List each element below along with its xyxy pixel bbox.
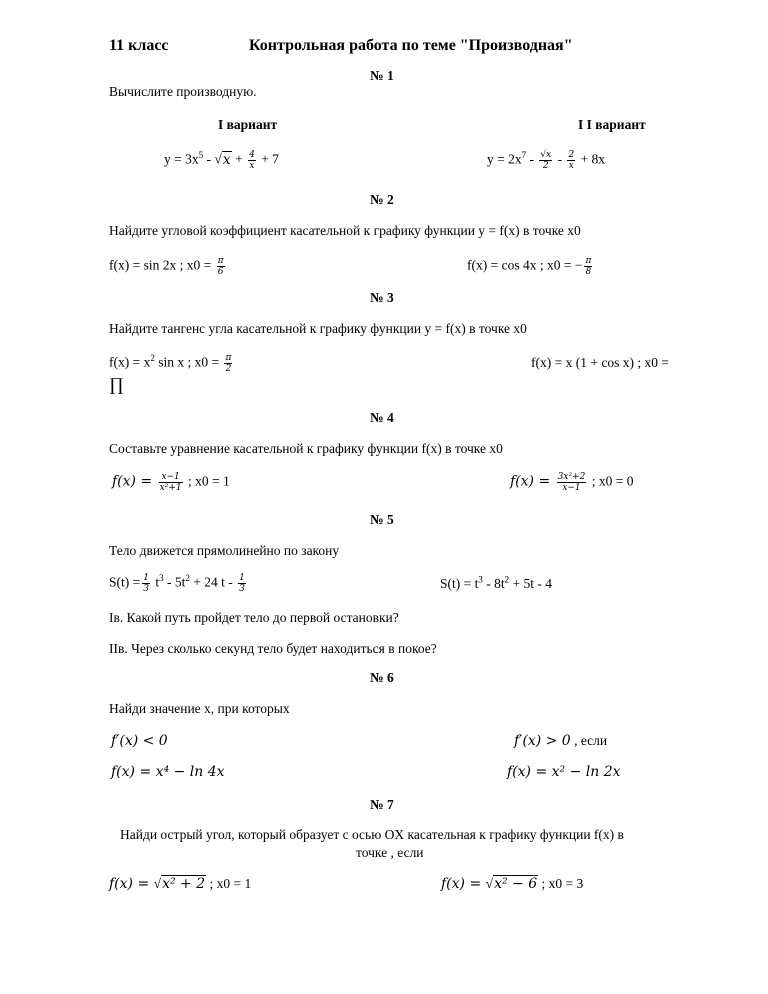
task-2-variant-1-formula: f(x) = sin 2x ; x0 = $\frac{\pi}{6}$ xyxy=(109,256,224,277)
task-3-variant-2-formula: f(x) = x (1 + cos x) ; x0 = xyxy=(531,355,669,370)
task-5-variant-2-formula: $S(t) = t^3 - 8t^2 + 5t - 4$ xyxy=(440,574,552,591)
task-5-question-2: IIв. Через сколько секунд тело будет находиться в покое? xyxy=(109,641,437,656)
task-7-variant-2-formula: f(x) = √x² − 6 ; x0 = 3 xyxy=(441,876,584,892)
task-4-number: № 4 xyxy=(370,410,394,425)
task-7-variant-1-formula: f(x) = √x² + 2 ; x0 = 1 xyxy=(109,876,252,892)
task-6-variant-2-condition: f′(x) > 0 , если xyxy=(514,733,608,749)
task-1-variant-1-formula: $y = 3x^5 - √x$ + $\frac{4}{x}$ + 7 xyxy=(164,150,279,171)
task-7-intro-line-2: точке , если xyxy=(356,845,424,860)
task-5-intro: Тело движется прямолинейно по закону xyxy=(109,543,340,558)
variant-2-label: I I вариант xyxy=(578,117,646,132)
task-6-variant-1-condition: f′(x) < 0 xyxy=(111,733,168,749)
task-4-intro: Составьте уравнение касательной к графику функции f(x) в точке x0 xyxy=(109,441,503,456)
task-1-variant-2-formula: $y = 2x^7$ - $\frac{√x}{2}$ - $\frac{2}{x}$ + 8x xyxy=(487,150,606,171)
task-2-number: № 2 xyxy=(370,192,394,207)
task-7-intro-line-1: Найди острый угол, который образует с осью OX касательная к графику функции f(x) в xyxy=(120,827,624,842)
task-3-intro: Найдите тангенс угла касательной к графику функции y = f(x) в точке x0 xyxy=(109,321,527,336)
page-title: Контрольная работа по теме "Производная" xyxy=(249,37,573,54)
variant-1-label: I вариант xyxy=(218,117,278,132)
task-5-variant-1-formula: S(t) = $\frac{1}{3}$ $t^3 - 5t^2 + 24$ t - $\frac{1}{3}$ xyxy=(109,573,245,594)
task-7-number: № 7 xyxy=(370,797,394,812)
task-6-variant-2-function: f(x) = x² − ln 2x xyxy=(507,764,621,780)
task-5-number: № 5 xyxy=(370,512,394,527)
task-3-variant-1-formula: $f(x) = x^2$ sin x ; x0 = $\frac{\pi}{2}$ xyxy=(109,353,232,374)
task-4-variant-1-formula: f(x) = $\frac{x-1}{\text{x²+1}}$ ; x0 = 1 xyxy=(112,472,230,493)
task-3-number: № 3 xyxy=(370,290,394,305)
task-1-number: № 1 xyxy=(370,68,394,83)
task-3-variant-2-wrap: ∏ xyxy=(109,374,124,394)
task-2-intro: Найдите угловой коэффициент касательной к графику функции y = f(x) в точке x0 xyxy=(109,223,581,238)
task-4-variant-2-formula: f(x) = $\frac{\text{3x²+2}}{x-1}$ ; x0 = 0 xyxy=(510,472,634,493)
grade-label: 11 класс xyxy=(109,37,169,54)
task-6-variant-1-function: f(x) = x⁴ − ln 4x xyxy=(111,764,225,780)
task-6-number: № 6 xyxy=(370,670,394,685)
task-2-variant-2-formula: f(x) = cos 4x ; x0 = − $\frac{\pi}{8}$ xyxy=(467,256,592,277)
task-1-intro: Вычислите производную. xyxy=(109,84,257,99)
task-5-question-1: Iв. Какой путь пройдет тело до первой остановки? xyxy=(109,610,399,625)
task-6-intro: Найди значение x, при которых xyxy=(109,701,290,716)
